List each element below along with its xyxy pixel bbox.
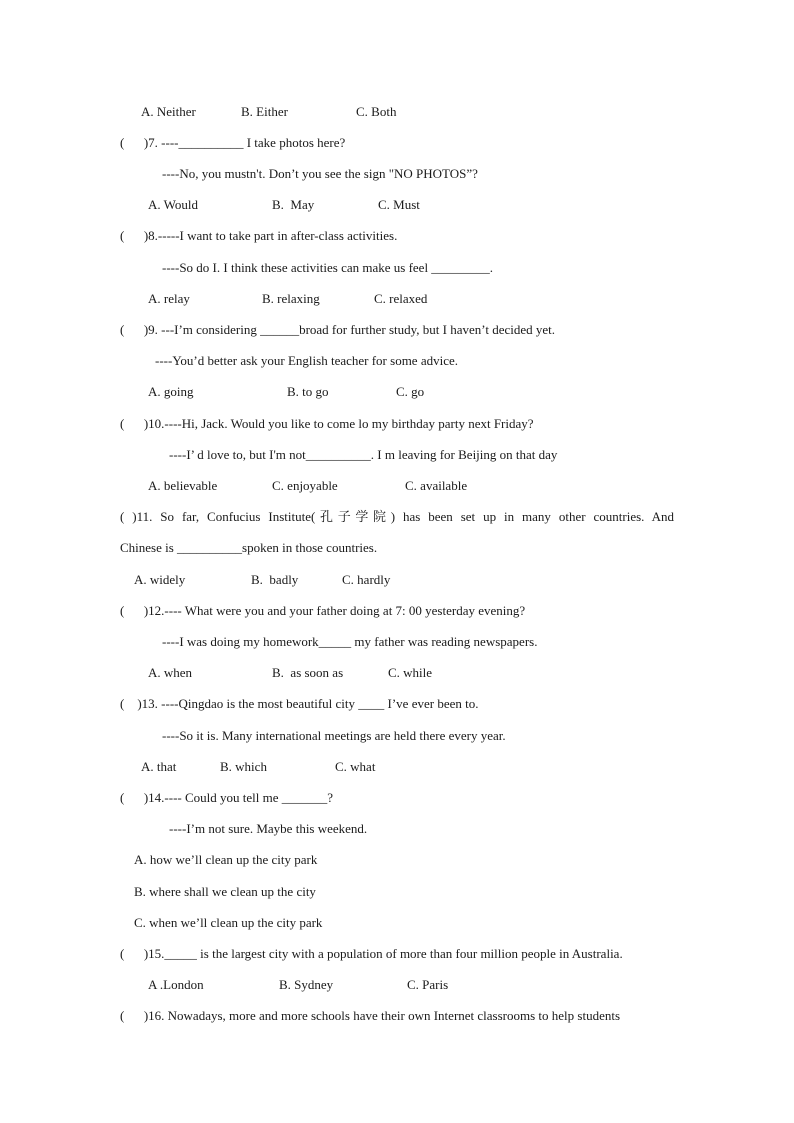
q9-answer: ----You’d better ask your English teacher for some advice. <box>155 353 458 368</box>
q12-option-a: A. when <box>148 665 193 680</box>
q14-option-c: C. when we’ll clean up the city park <box>134 915 323 930</box>
q10-answer: ----I’ d love to, but I'm not__________. I m leaving for Beijing on that day <box>169 447 558 462</box>
q12-question: ( )12.---- What were you and your father doing at 7: 00 yesterday evening? <box>120 603 526 618</box>
q16-question: ( )16. Nowadays, more and more schools have their own Internet classrooms to help students <box>120 1008 621 1023</box>
q8-answer: ----So do I. I think these activities can make us feel _________. <box>162 260 494 275</box>
q11-option-b: B. badly <box>251 572 299 587</box>
q15-option-c: C. Paris <box>407 977 449 992</box>
q10-option-b: C. enjoyable <box>272 478 338 493</box>
q12-option-b: B. as soon as <box>272 665 344 680</box>
q13-answer: ----So it is. Many international meetings are held there every year. <box>162 728 506 743</box>
q6-option-c: C. Both <box>356 104 397 119</box>
q6-option-a: A. Neither <box>141 104 196 119</box>
q8-option-a: A. relay <box>148 291 190 306</box>
q13-question: ( )13. ----Qingdao is the most beautiful city ____ I’ve ever been to. <box>120 696 479 711</box>
q11-option-c: C. hardly <box>342 572 391 587</box>
q14-answer: ----I’m not sure. Maybe this weekend. <box>169 821 368 836</box>
q8-question: ( )8.-----I want to take part in after-class activities. <box>120 228 398 243</box>
q14-question: ( )14.---- Could you tell me _______? <box>120 790 334 805</box>
q9-option-b: B. to go <box>287 384 329 399</box>
q11-option-a: A. widely <box>134 572 186 587</box>
q6-option-b: B. Either <box>241 104 288 119</box>
q15-option-b: B. Sydney <box>279 977 334 992</box>
q14-option-b: B. where shall we clean up the city <box>134 884 316 899</box>
q15-option-a: A .London <box>148 977 204 992</box>
q11-question: ( )11. So far, Confucius Institute(孔子学院) has been set up in many other countries. And <box>120 509 674 524</box>
q8-option-c: C. relaxed <box>374 291 428 306</box>
q9-option-a: A. going <box>148 384 194 399</box>
q10-question: ( )10.----Hi, Jack. Would you like to come lo my birthday party next Friday? <box>120 416 534 431</box>
q8-option-b: B. relaxing <box>262 291 320 306</box>
q7-option-b: B. May <box>272 197 315 212</box>
q13-option-c: C. what <box>335 759 376 774</box>
q14-option-a: A. how we’ll clean up the city park <box>134 852 318 867</box>
q7-answer: ----No, you mustn't. Don’t you see the sign "NO PHOTOS”? <box>162 166 478 181</box>
q12-option-c: C. while <box>388 665 433 680</box>
q7-question: ( )7. ----__________ I take photos here? <box>120 135 346 150</box>
q9-option-c: C. go <box>396 384 425 399</box>
q12-answer: ----I was doing my homework_____ my father was reading newspapers. <box>162 634 538 649</box>
q7-option-c: C. Must <box>378 197 420 212</box>
q9-question: ( )9. ---I’m considering ______broad for further study, but I haven’t decided yet. <box>120 322 556 337</box>
q7-option-a: A. Would <box>148 197 198 212</box>
q15-question: ( )15._____ is the largest city with a population of more than four million people in Australia. <box>120 946 623 961</box>
q13-option-b: B. which <box>220 759 267 774</box>
q10-option-c: C. available <box>405 478 468 493</box>
q13-option-a: A. that <box>141 759 177 774</box>
q11-question-continued: Chinese is __________spoken in those countries. <box>120 540 378 555</box>
q10-option-a: A. believable <box>148 478 218 493</box>
